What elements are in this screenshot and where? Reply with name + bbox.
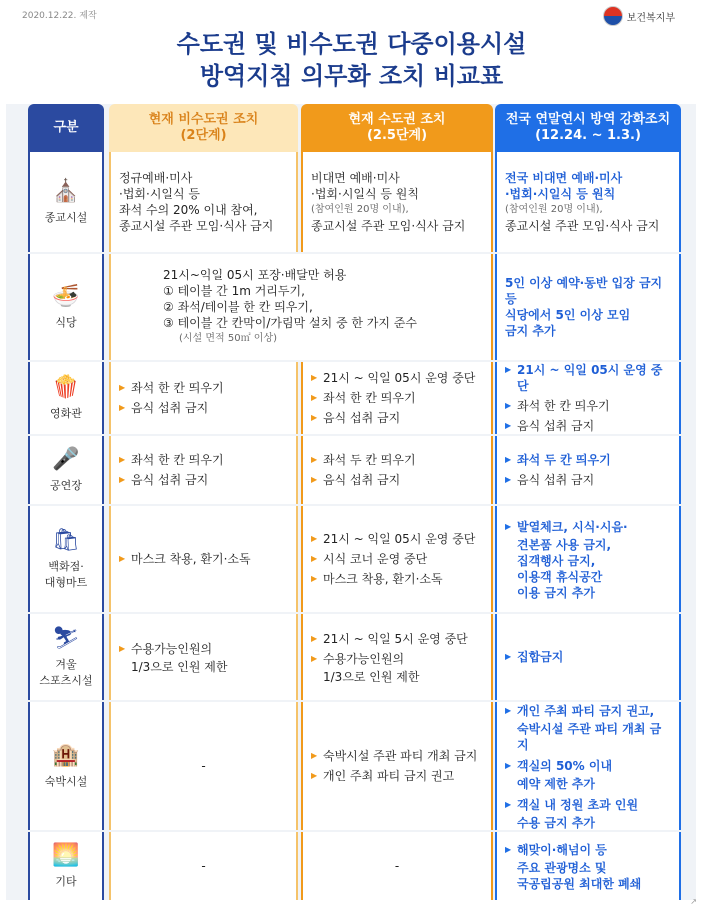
concert-col3 bbox=[495, 436, 681, 504]
title-line-2: 방역지침 의무화 조치 비교표 bbox=[199, 62, 504, 90]
header-category bbox=[28, 104, 104, 152]
winter-col3-item: ▶ 집합금지 bbox=[505, 649, 671, 665]
header-col3-line1: 전국 연말연시 방역 강화조치 bbox=[505, 112, 671, 127]
ministry-badge bbox=[603, 6, 675, 26]
cinema-col2-item: ▶ 21시 ~ 익일 05시 운영 중단 bbox=[311, 370, 483, 386]
concert-col3-item: ▶ 좌석 두 칸 띄우기 bbox=[505, 452, 671, 468]
category-dept-label-1: 백화점· bbox=[48, 560, 84, 573]
lodging-col3-item: ▶ 개인 주최 파티 금지 권고, bbox=[505, 703, 671, 719]
dept-col3 bbox=[495, 506, 681, 612]
hotel-icon: 🏨 bbox=[52, 743, 80, 768]
concert-col1-item: ▶ 음식 섭취 금지 bbox=[119, 472, 288, 488]
dept-col2-item: ▶ 마스크 착용, 환기·소독 bbox=[311, 571, 483, 587]
cinema-col2-item: ▶ 음식 섭취 금지 bbox=[311, 410, 483, 426]
header-col2 bbox=[301, 104, 493, 152]
restaurant-col3-line: 금지 추가 bbox=[505, 324, 556, 338]
restaurant-line: 21시~익일 05시 포장·배달만 허용 bbox=[163, 268, 347, 282]
category-concert-label: 공연장 bbox=[50, 479, 82, 492]
category-religion bbox=[28, 152, 104, 252]
winter-col2-item: ▶ 21시 ~ 익일 5시 운영 중단 bbox=[311, 631, 483, 647]
corner-mark: ↗ bbox=[690, 897, 697, 906]
etc-col1 bbox=[109, 832, 298, 900]
religion-col3-line: 종교시설 주관 모임·식사 금지 bbox=[505, 219, 660, 233]
church-icon: ⛪ bbox=[52, 179, 80, 204]
ministry-name: 보건복지부 bbox=[626, 12, 675, 24]
dept-col3-line: 이용객 휴식공간 bbox=[517, 570, 603, 584]
category-concert bbox=[28, 436, 104, 504]
category-winter-label-1: 겨울 bbox=[55, 658, 77, 671]
religion-col2-line: ·법회·시일식 등 원칙 bbox=[311, 187, 419, 201]
category-restaurant bbox=[28, 254, 104, 360]
winter-col1 bbox=[109, 614, 298, 700]
religion-col1-line: 정규예배·미사 bbox=[119, 171, 193, 185]
header-col1-line2: (2단계) bbox=[180, 128, 227, 143]
cinema-col3-item: ▶ 음식 섭취 금지 bbox=[505, 418, 671, 434]
header-col1 bbox=[109, 104, 298, 152]
religion-col3-line: ·법회·시일식 등 원칙 bbox=[505, 187, 616, 201]
page-title bbox=[0, 28, 703, 92]
restaurant-line: (시설 면적 50㎡ 이상) bbox=[179, 333, 278, 344]
lodging-col3-item: ▶ 객실 내 정원 초과 인원 bbox=[505, 797, 671, 813]
winter-col2-line: 1/3으로 인원 제한 bbox=[323, 670, 420, 684]
religion-col1-line: ·법회·시일식 등 bbox=[119, 187, 200, 201]
religion-col3 bbox=[495, 152, 681, 252]
category-etc bbox=[28, 832, 104, 900]
religion-col2-line: 비대면 예배·미사 bbox=[311, 171, 400, 185]
restaurant-line: ③ 테이블 간 칸막이/가림막 설치 중 한 가지 준수 bbox=[163, 316, 417, 330]
dept-col3-line: 집객행사 금지, bbox=[517, 554, 596, 568]
concert-col2 bbox=[301, 436, 493, 504]
winter-col2-item: ▶ 수용가능인원의 bbox=[311, 651, 483, 667]
lodging-col3-item: ▶ 객실의 50% 이내 bbox=[505, 758, 671, 774]
date-label: 2020.12.22. 제작 bbox=[22, 11, 97, 21]
ministry-logo-icon bbox=[603, 6, 623, 26]
dept-col2 bbox=[301, 506, 493, 612]
header-category-label: 구분 bbox=[53, 120, 79, 135]
etc-col3-item: ▶ 해맞이·해넘이 등 bbox=[505, 842, 671, 858]
cinema-col3 bbox=[495, 362, 681, 434]
restaurant-line: ① 테이블 간 1m 거리두기, bbox=[163, 284, 305, 298]
cinema-col3-item: ▶ 좌석 한 칸 띄우기 bbox=[505, 398, 671, 414]
lodging-col3-line: 숙박시설 주관 파티 개최 금지 bbox=[517, 722, 662, 752]
cinema-col2-item: ▶ 좌석 한 칸 띄우기 bbox=[311, 390, 483, 406]
dept-col3-item: ▶ 발열체크, 시식·시음· bbox=[505, 519, 671, 535]
category-lodging bbox=[28, 702, 104, 830]
concert-col1 bbox=[109, 436, 298, 504]
dept-col2-item: ▶ 시식 코너 운영 중단 bbox=[311, 551, 483, 567]
restaurant-col3 bbox=[495, 254, 681, 360]
category-winter-label-2: 스포츠시설 bbox=[39, 674, 93, 687]
winter-col1-item: ▶ 수용가능인원의 bbox=[119, 641, 288, 657]
shopping-bag-icon: 🛍 bbox=[52, 528, 80, 553]
etc-col3 bbox=[495, 832, 681, 900]
ski-icon: ⛷ bbox=[52, 626, 80, 651]
lodging-col2-item: ▶ 숙박시설 주관 파티 개최 금지 bbox=[311, 748, 483, 764]
category-department-store bbox=[28, 506, 104, 612]
category-cinema-label: 영화관 bbox=[50, 407, 82, 420]
noodle-bowl-icon: 🍜 bbox=[52, 284, 80, 309]
popcorn-icon: 🍿 bbox=[52, 375, 80, 400]
etc-col3-line: 국공립공원 최대한 폐쇄 bbox=[517, 877, 642, 891]
etc-col2 bbox=[301, 832, 493, 900]
header-col1-line1: 현재 비수도권 조치 bbox=[148, 112, 259, 127]
restaurant-col3-line: 식당에서 5인 이상 모임 bbox=[505, 308, 631, 322]
dept-col3-line: 견본품 사용 금지, bbox=[517, 538, 612, 552]
religion-col2 bbox=[301, 152, 493, 252]
lodging-col3-line: 예약 제한 추가 bbox=[517, 777, 595, 791]
lodging-col2 bbox=[301, 702, 493, 830]
title-line-1: 수도권 및 비수도권 다중이용시설 bbox=[176, 30, 527, 58]
lodging-col2-item: ▶ 개인 주최 파티 금지 권고 bbox=[311, 768, 483, 784]
dept-col1-item: ▶ 마스크 착용, 환기·소독 bbox=[119, 551, 288, 567]
lodging-col3 bbox=[495, 702, 681, 830]
lodging-col1 bbox=[109, 702, 298, 830]
dept-col3-line: 이용 금지 추가 bbox=[517, 586, 595, 600]
restaurant-line: ② 좌석/테이블 한 칸 띄우기, bbox=[163, 300, 313, 314]
winter-col1-line: 1/3으로 인원 제한 bbox=[131, 660, 228, 674]
comparison-table bbox=[6, 104, 696, 900]
winter-col2 bbox=[301, 614, 493, 700]
header-col3-line2: (12.24. ~ 1.3.) bbox=[535, 128, 641, 143]
religion-col3-line: (참여인원 20명 이내), bbox=[505, 204, 603, 215]
concert-col3-item: ▶ 음식 섭취 금지 bbox=[505, 472, 671, 488]
category-restaurant-label: 식당 bbox=[55, 316, 77, 329]
religion-col3-line: 전국 비대면 예배·미사 bbox=[505, 171, 623, 185]
lodging-col1-dash: - bbox=[201, 759, 206, 773]
religion-col1-line: 좌석 수의 20% 이내 참여, bbox=[119, 203, 258, 217]
cinema-col1 bbox=[109, 362, 298, 434]
header-col2-line1: 현재 수도권 조치 bbox=[348, 112, 446, 127]
concert-col1-item: ▶ 좌석 한 칸 띄우기 bbox=[119, 452, 288, 468]
dept-col2-item: ▶ 21시 ~ 익일 05시 운영 중단 bbox=[311, 531, 483, 547]
category-winter-sports bbox=[28, 614, 104, 700]
header-col2-line2: (2.5단계) bbox=[366, 128, 428, 143]
cinema-col1-item: ▶ 좌석 한 칸 띄우기 bbox=[119, 380, 288, 396]
restaurant-col12 bbox=[109, 254, 493, 360]
lodging-col3-line: 수용 금지 추가 bbox=[517, 816, 595, 830]
category-religion-label: 종교시설 bbox=[44, 211, 88, 224]
category-etc-label: 기타 bbox=[55, 875, 77, 888]
category-cinema bbox=[28, 362, 104, 434]
religion-col2-line: 종교시설 주관 모임·식사 금지 bbox=[311, 219, 466, 233]
dept-col1 bbox=[109, 506, 298, 612]
sunrise-icon: 🌅 bbox=[52, 843, 80, 868]
microphone-icon: 🎤 bbox=[52, 447, 80, 472]
religion-col2-line: (참여인원 20명 이내), bbox=[311, 204, 409, 215]
etc-col1-dash: - bbox=[201, 859, 206, 873]
concert-col2-item: ▶ 음식 섭취 금지 bbox=[311, 472, 483, 488]
cinema-col3-item: ▶ 21시 ~ 익일 05시 운영 중단 bbox=[505, 362, 671, 394]
concert-col2-item: ▶ 좌석 두 칸 띄우기 bbox=[311, 452, 483, 468]
etc-col2-dash: - bbox=[394, 859, 400, 873]
religion-col1-line: 종교시설 주관 모임·식사 금지 bbox=[119, 219, 274, 233]
category-lodging-label: 숙박시설 bbox=[44, 775, 88, 788]
cinema-col1-item: ▶ 음식 섭취 금지 bbox=[119, 400, 288, 416]
header-col3 bbox=[495, 104, 681, 152]
restaurant-col3-line: 5인 이상 예약·동반 입장 금지 등 bbox=[505, 276, 663, 306]
religion-col1 bbox=[109, 152, 298, 252]
category-dept-label-2: 대형마트 bbox=[44, 576, 88, 589]
cinema-col2 bbox=[301, 362, 493, 434]
etc-col3-line: 주요 관광명소 및 bbox=[517, 861, 607, 875]
winter-col3 bbox=[495, 614, 681, 700]
